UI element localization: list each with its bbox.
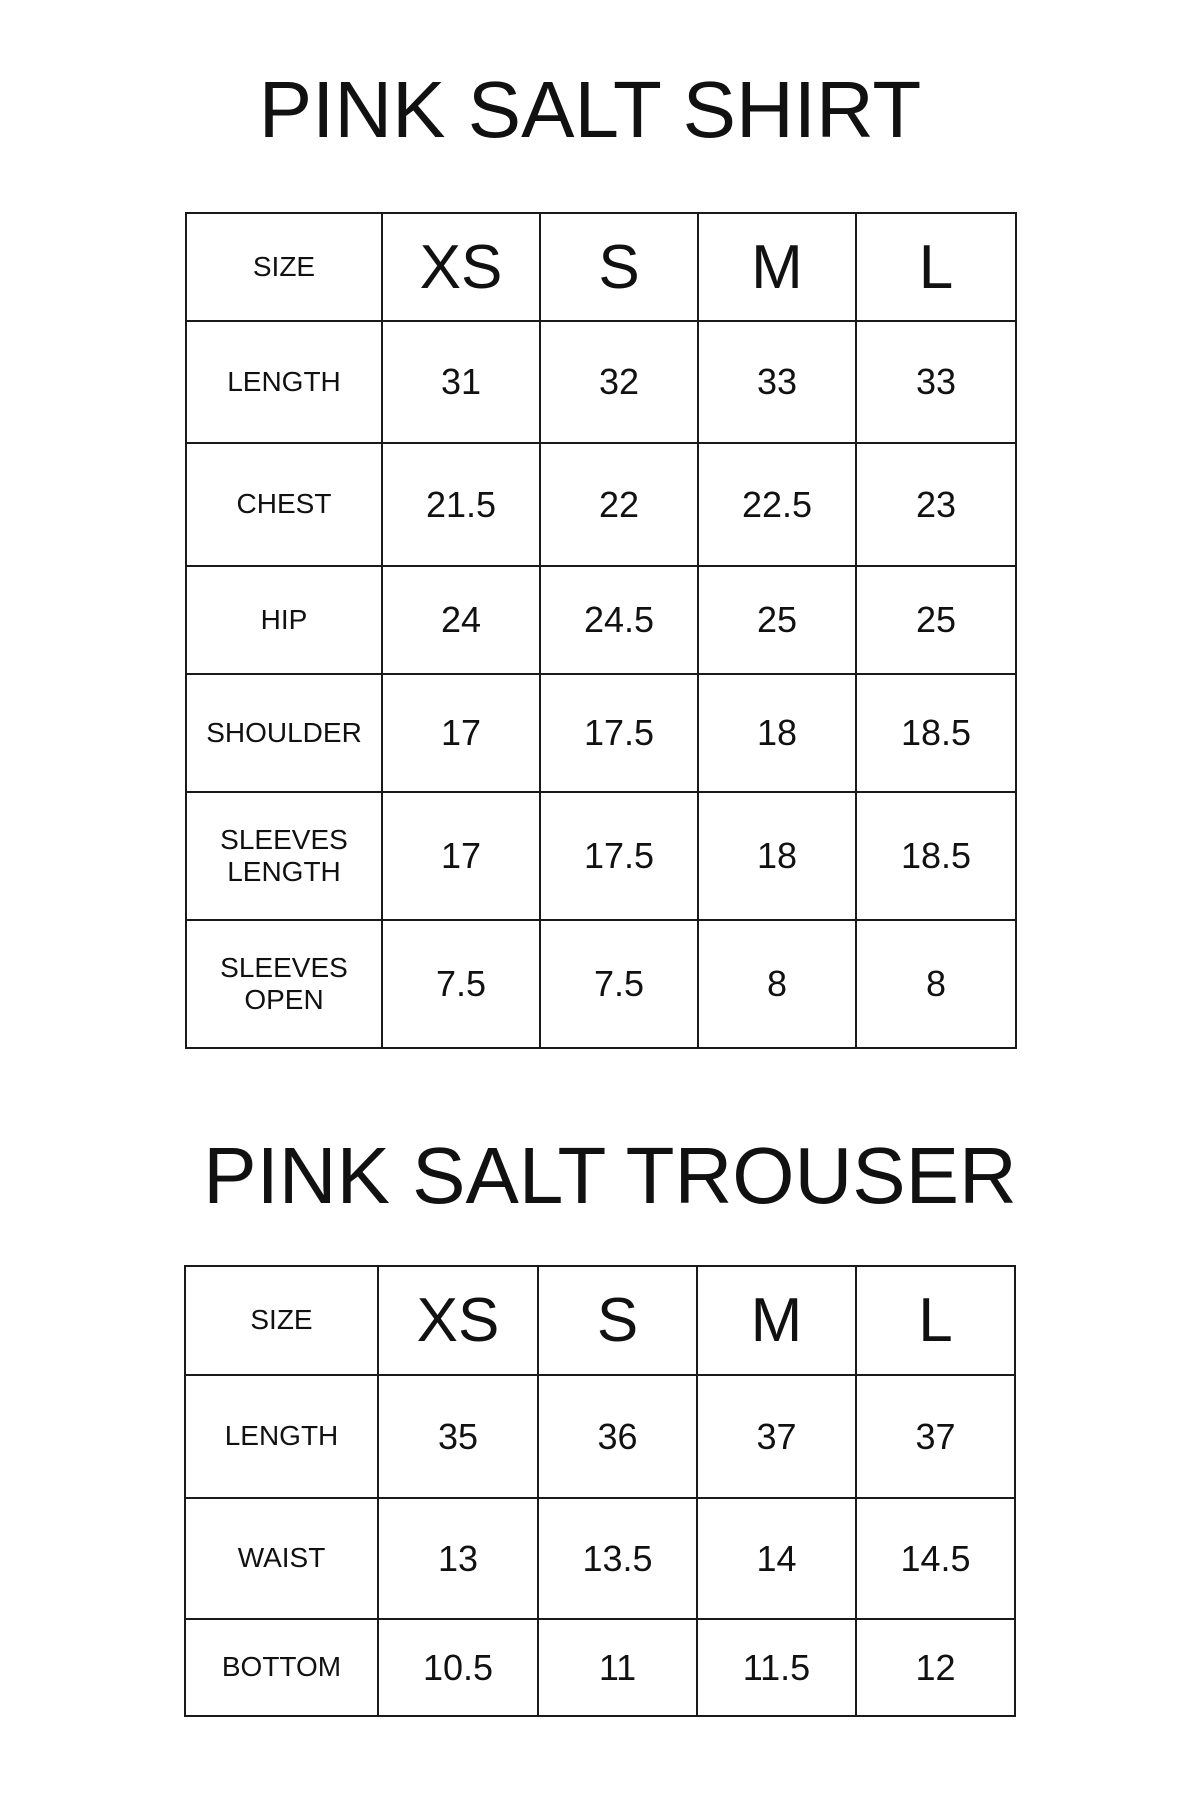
cell-value: 18	[698, 674, 856, 792]
size-column-m: M	[698, 213, 856, 321]
cell-value: 14.5	[856, 1498, 1015, 1619]
cell-value: 17	[382, 792, 540, 920]
cell-value: 8	[856, 920, 1016, 1048]
cell-value: 37	[697, 1375, 856, 1498]
cell-value: 25	[698, 566, 856, 674]
cell-value: 23	[856, 443, 1016, 566]
size-header-label: SIZE	[186, 213, 382, 321]
cell-value: 31	[382, 321, 540, 443]
table-row	[186, 321, 1016, 443]
row-label: BOTTOM	[185, 1619, 378, 1716]
cell-value: 22	[540, 443, 698, 566]
cell-value: 25	[856, 566, 1016, 674]
cell-value: 10.5	[378, 1619, 538, 1716]
cell-value: 7.5	[540, 920, 698, 1048]
size-column-s: S	[540, 213, 698, 321]
trouser-chart-title: PINK SALT TROUSER	[203, 1131, 1017, 1220]
table-header-row	[185, 1266, 1015, 1375]
cell-value: 17	[382, 674, 540, 792]
cell-value: 13	[378, 1498, 538, 1619]
cell-value: 11	[538, 1619, 697, 1716]
cell-value: 18	[698, 792, 856, 920]
cell-value: 8	[698, 920, 856, 1048]
row-label-line: SLEEVES	[220, 823, 348, 855]
row-label-line: SLEEVES	[220, 951, 348, 983]
row-label: WAIST	[185, 1498, 378, 1619]
size-column-m: M	[697, 1266, 856, 1375]
row-label: LENGTH	[186, 321, 382, 443]
table-row	[185, 1375, 1015, 1498]
table-row	[186, 792, 1016, 920]
row-label	[186, 792, 382, 920]
trouser-size-table	[184, 1265, 1016, 1717]
cell-value: 12	[856, 1619, 1015, 1716]
size-column-xs: XS	[382, 213, 540, 321]
size-column-s: S	[538, 1266, 697, 1375]
row-label	[186, 920, 382, 1048]
cell-value: 17.5	[540, 792, 698, 920]
cell-value: 22.5	[698, 443, 856, 566]
cell-value: 13.5	[538, 1498, 697, 1619]
row-label-line: LENGTH	[227, 856, 341, 887]
table-row	[185, 1498, 1015, 1619]
row-label: HIP	[186, 566, 382, 674]
cell-value: 14	[697, 1498, 856, 1619]
row-label: CHEST	[186, 443, 382, 566]
cell-value: 21.5	[382, 443, 540, 566]
row-label: SHOULDER	[186, 674, 382, 792]
cell-value: 18.5	[856, 792, 1016, 920]
cell-value: 18.5	[856, 674, 1016, 792]
cell-value: 33	[698, 321, 856, 443]
row-label: LENGTH	[185, 1375, 378, 1498]
table-row	[186, 443, 1016, 566]
cell-value: 7.5	[382, 920, 540, 1048]
table-row	[186, 566, 1016, 674]
row-label-line: OPEN	[244, 984, 324, 1015]
table-row	[186, 920, 1016, 1048]
size-column-l: L	[856, 213, 1016, 321]
cell-value: 24	[382, 566, 540, 674]
shirt-size-table	[185, 212, 1017, 1049]
cell-value: 36	[538, 1375, 697, 1498]
cell-value: 35	[378, 1375, 538, 1498]
size-column-l: L	[856, 1266, 1015, 1375]
table-row	[186, 674, 1016, 792]
table-row	[185, 1619, 1015, 1716]
size-header-label: SIZE	[185, 1266, 378, 1375]
size-column-xs: XS	[378, 1266, 538, 1375]
cell-value: 32	[540, 321, 698, 443]
cell-value: 37	[856, 1375, 1015, 1498]
cell-value: 11.5	[697, 1619, 856, 1716]
cell-value: 33	[856, 321, 1016, 443]
cell-value: 24.5	[540, 566, 698, 674]
shirt-chart-title: PINK SALT SHIRT	[258, 65, 922, 154]
cell-value: 17.5	[540, 674, 698, 792]
table-header-row	[186, 213, 1016, 321]
